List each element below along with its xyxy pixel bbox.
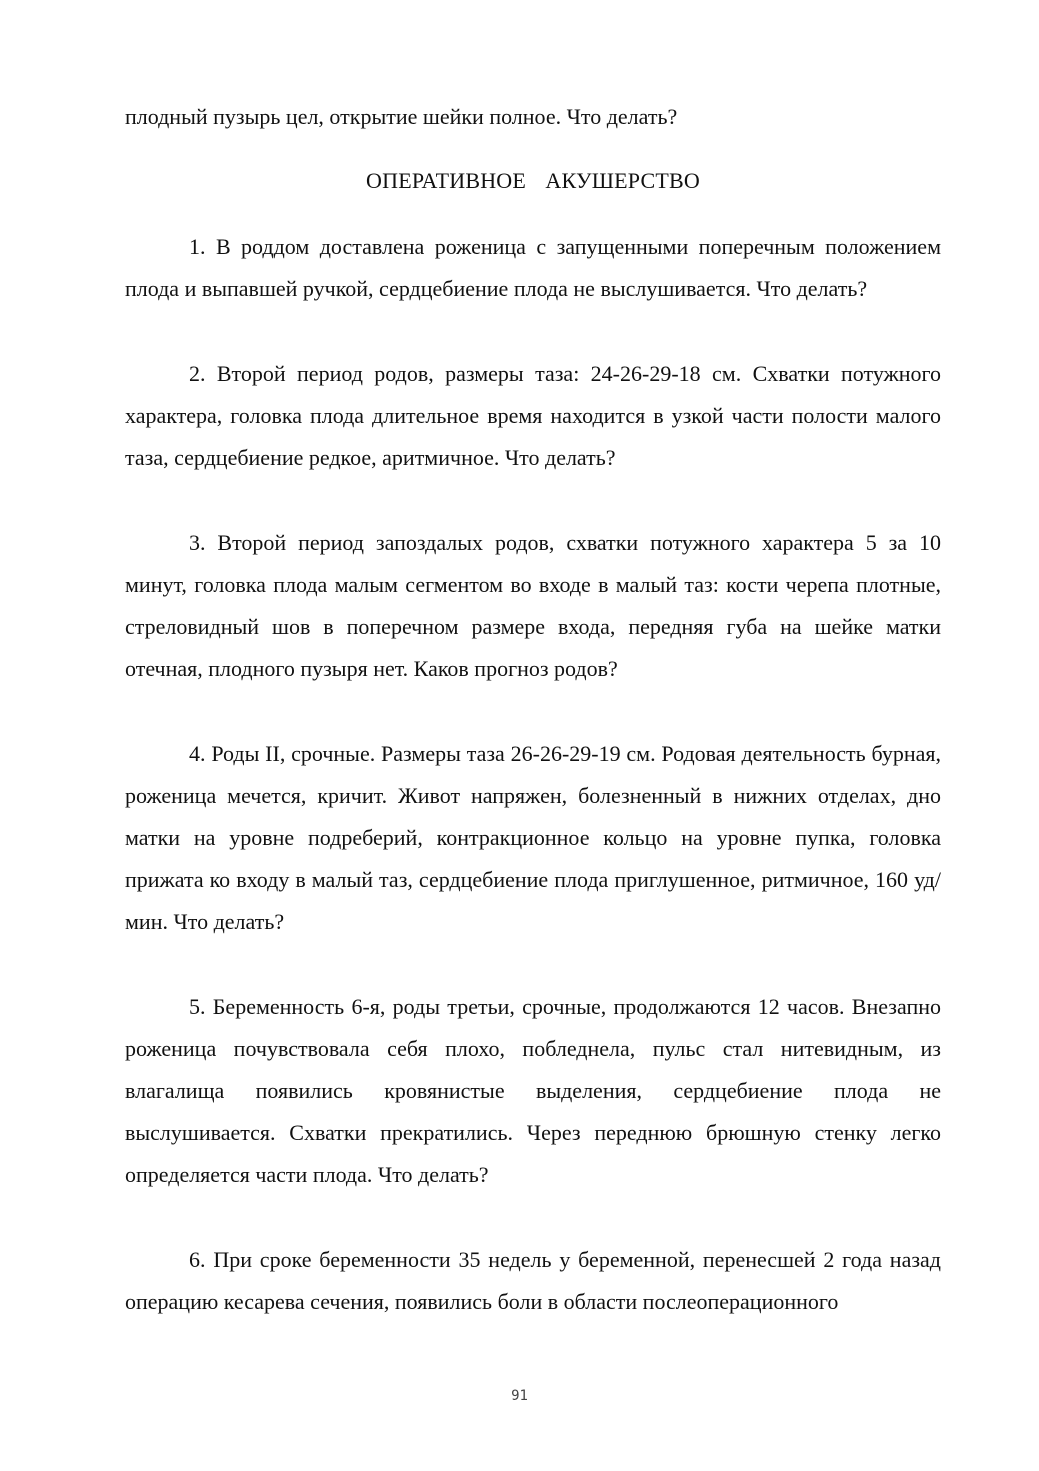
- question-4: 4. Роды II, срочные. Размеры таза 26-26-29-19 см. Родовая деятельность бурная, роженица мечется, кричит. Живот напряжен, болезненный в нижних отделах, дно матки на уровне подреберий, контракционное кольцо на уровне пупка, головка прижата ко входу в малый таз, сердцебиение плода приглушенное, ритмичное, 160 уд/мин. Что делать?: [125, 741, 941, 934]
- section-title: ОПЕРАТИВНОЕ АКУШЕРСТВО: [366, 168, 700, 193]
- question-1: 1. В роддом доставлена роженица с запущенными поперечным положением плода и выпавшей ручкой, сердцебиение плода не выслушивается. Что делать?: [125, 234, 941, 301]
- page-number: 91: [511, 1388, 528, 1404]
- document-page: [125, 96, 941, 1323]
- question-5: 5. Беременность 6-я, роды третьи, срочные, продолжаются 12 часов. Внезапно роженица почувствовала себя плохо, побледнела, пульс стал нитевидным, из влагалища появились кровянистые выделения, сердцебиение плода не выслушивается. Схватки прекратились. Через переднюю брюшную стенку легко определяется части плода. Что делать?: [125, 994, 941, 1187]
- question-2: 2. Второй период родов, размеры таза: 24-26-29-18 см. Схватки потужного характера, головка плода длительное время находится в узкой части полости малого таза, сердцебиение редкое, аритмичное. Что делать?: [125, 361, 941, 470]
- continuation-paragraph: плодный пузырь цел, открытие шейки полное. Что делать?: [125, 104, 678, 129]
- question-6: 6. При сроке беременности 35 недель у беременной, перенесшей 2 года назад операцию кесарева сечения, появились боли в области послеоперационного: [125, 1247, 941, 1314]
- question-3: 3. Второй период запоздалых родов, схватки потужного характера 5 за 10 минут, головка плода малым сегментом во входе в малый таз: кости черепа плотные, стреловидный шов в поперечном размере входа, передняя губа на шейке матки отечная, плодного пузыря нет. Каков прогноз родов?: [125, 530, 941, 681]
